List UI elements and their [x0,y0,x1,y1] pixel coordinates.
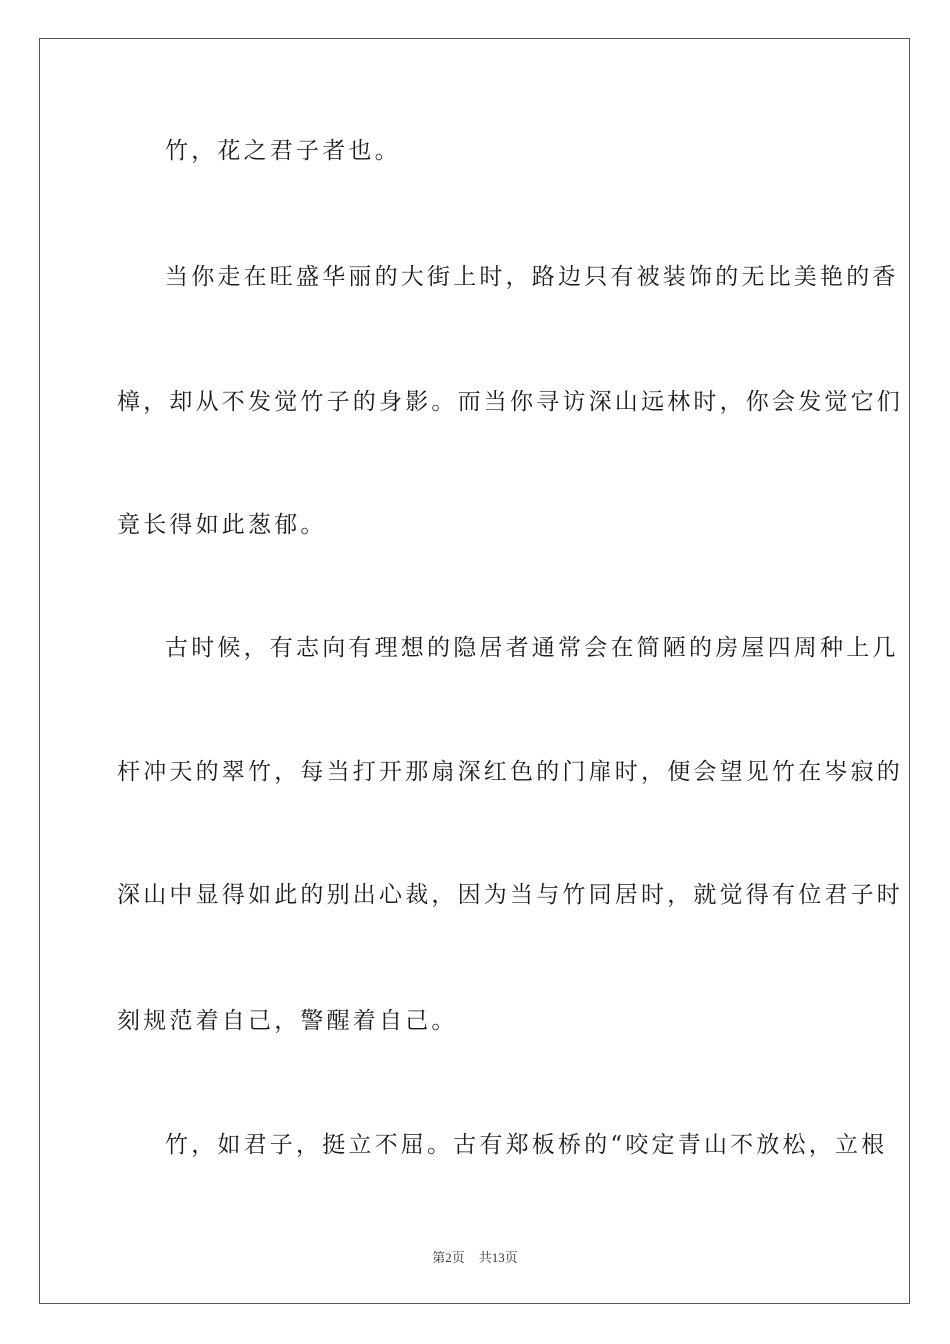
paragraph-line: 竹，花之君子者也。 [165,138,401,164]
paragraph-line: 古时候，有志向有理想的隐居者通常会在简陋的房屋四周种上几 [165,635,899,661]
page-border [39,38,910,1304]
paragraph-line: 竟长得如此葱郁。 [117,512,327,538]
page-total: 共13页 [478,1250,518,1265]
page-number: 第2页 [432,1250,465,1265]
paragraph-line: 当你走在旺盛华丽的大街上时，路边只有被装饰的无比美艳的香 [165,264,899,290]
paragraph-line: 刻规范着自己，警醒着自己。 [117,1008,458,1034]
paragraph-line: 竹，如君子，挺立不屈。古有郑板桥的“咬定青山不放松，立根 [165,1132,888,1158]
paragraph-line: 樟，却从不发觉竹子的身影。而当你寻访深山远林时，你会发觉它们 [117,389,903,415]
paragraph-line: 杆冲天的翠竹，每当打开那扇深红色的门扉时，便会望见竹在岑寂的 [117,759,903,785]
page-footer [0,1247,950,1266]
paragraph-line: 深山中显得如此的别出心裁，因为当与竹同居时，就觉得有位君子时 [117,882,903,908]
